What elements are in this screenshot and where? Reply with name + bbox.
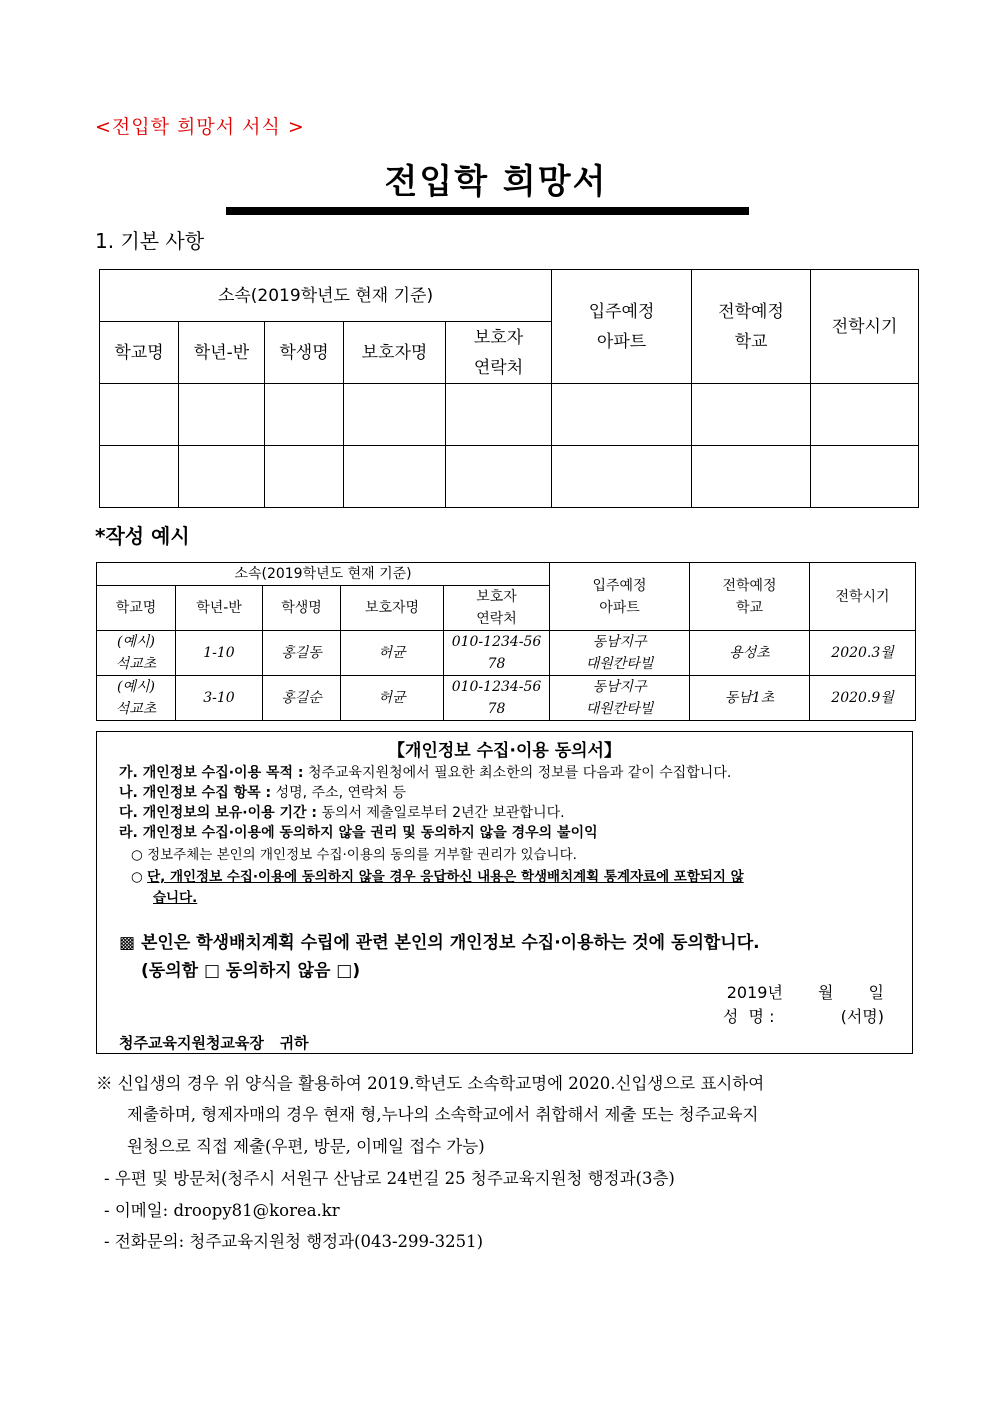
consent-rights-sub2-bullet: ○	[131, 869, 143, 885]
header-guardian-contact	[446, 322, 552, 384]
consent-item-fields-text: 성명, 주소, 연락처 등	[275, 785, 407, 801]
ex-cell-apartment	[550, 631, 690, 676]
consent-item-fields-label: 나. 개인정보 수집 항목 :	[119, 785, 272, 801]
header-guardian-contact-line1: 보호자	[473, 327, 524, 348]
ex-cell-contact	[444, 631, 550, 676]
ex-header-grade-class: 학년-반	[176, 586, 263, 631]
table-row	[97, 631, 916, 676]
ex-header-guardian-contact	[444, 586, 550, 631]
input-cell[interactable]	[100, 446, 179, 508]
consent-item-rights-label: 라. 개인정보 수집·이용에 동의하지 않을 권리 및 동의하지 않을 경우의 불이익	[119, 825, 598, 841]
ex-header-school: 학교명	[97, 586, 176, 631]
ex-header-transfer-time: 전학시기	[810, 563, 916, 631]
ex-cell-guardian: 허균	[341, 676, 444, 721]
header-apartment-line1: 입주예정	[588, 301, 655, 322]
ex-header-apartment-line1: 입주예정	[592, 577, 647, 594]
header-student: 학생명	[265, 322, 344, 384]
ex-cell-grade-class: 1-10	[176, 631, 263, 676]
ex-cell-apartment	[550, 676, 690, 721]
ex-cell-school-line1: (예시)	[117, 679, 155, 695]
ex-cell-student: 홍길동	[263, 631, 341, 676]
header-guardian: 보호자명	[344, 322, 446, 384]
consent-rights-sub2-cont: 습니다.	[153, 890, 198, 906]
consent-agreement-options[interactable]: (동의함 □ 동의하지 않음 □)	[141, 961, 361, 981]
header-affiliation: 소속(2019학년도 현재 기준)	[100, 270, 552, 322]
section-basic-heading: 1. 기본 사항	[95, 229, 205, 253]
table-row	[97, 676, 916, 721]
form-label: <전입학 희망서 서식 >	[95, 116, 305, 138]
ex-header-transfer-school	[690, 563, 810, 631]
header-apartment	[552, 270, 692, 384]
header-transfer-school-line1: 전학예정	[718, 301, 784, 322]
consent-recipient: 청주교육지원청교육장 귀하	[119, 1034, 309, 1052]
ex-cell-school-line2: 석교초	[115, 701, 157, 717]
ex-header-transfer-school-line2: 학교	[736, 599, 764, 616]
ex-cell-school	[97, 631, 176, 676]
header-transfer-time: 전학시기	[811, 270, 919, 384]
input-cell[interactable]	[692, 384, 811, 446]
input-cell[interactable]	[265, 384, 344, 446]
consent-title: 【개인정보 수집·이용 동의서】	[388, 741, 621, 761]
section-example-heading: *작성 예시	[95, 524, 190, 548]
consent-rights-sub2-text: 단, 개인정보 수집·이용에 동의하지 않을 경우 응답하신 내용은 학생배치계획 통계자료에 포함되지 않	[147, 869, 744, 885]
document-title: 전입학 희망서	[384, 162, 608, 202]
input-cell[interactable]	[100, 384, 179, 446]
input-cell[interactable]	[552, 446, 692, 508]
example-table	[96, 562, 916, 721]
note-line-2: 제출하며, 형제자매의 경우 현재 형,누나의 소속학교에서 취합해서 제출 또는 청주교육지	[127, 1105, 759, 1124]
header-grade-class: 학년-반	[179, 322, 265, 384]
ex-cell-school-line2: 석교초	[115, 656, 157, 672]
table-row	[100, 384, 919, 446]
ex-cell-apartment-line2: 대원칸타빌	[585, 656, 654, 672]
ex-cell-contact-line1: 010-1234-56	[451, 634, 542, 650]
ex-cell-contact	[444, 676, 550, 721]
header-apartment-line2: 아파트	[596, 331, 647, 352]
consent-item-period-text: 동의서 제출일로부터 2년간 보관합니다.	[321, 805, 565, 821]
consent-rights-sub1: ○ 정보주체는 본인의 개인정보 수집·이용의 동의를 거부할 권리가 있습니다.	[131, 847, 577, 863]
input-cell[interactable]	[692, 446, 811, 508]
ex-cell-contact-line2: 78	[487, 701, 506, 717]
note-line-1: ※ 신입생의 경우 위 양식을 활용하여 2019.학년도 소속학교명에 2020.신입생으로 표시하여	[96, 1074, 765, 1093]
note-line-3: 원청으로 직접 제출(우편, 방문, 이메일 접수 가능)	[127, 1137, 485, 1156]
table-row	[100, 446, 919, 508]
ex-header-transfer-school-line1: 전학예정	[722, 577, 777, 594]
note-line-6: - 전화문의: 청주교육지원청 행정과(043-299-3251)	[104, 1232, 484, 1251]
consent-date: 2019년 월 일	[726, 983, 884, 1002]
consent-item-rights	[119, 822, 598, 842]
ex-header-apartment-line2: 아파트	[599, 599, 640, 616]
ex-cell-student: 홍길순	[263, 676, 341, 721]
consent-box	[96, 731, 913, 1054]
ex-cell-contact-line2: 78	[487, 656, 506, 672]
input-cell[interactable]	[179, 446, 265, 508]
note-line-5: - 이메일: droopy81@korea.kr	[104, 1201, 340, 1220]
title-underline	[226, 207, 749, 215]
ex-cell-transfer-time: 2020.3월	[810, 631, 916, 676]
ex-header-guardian-contact-line2: 연락처	[476, 611, 517, 627]
consent-signature[interactable]: 성 명 : (서명)	[722, 1007, 884, 1026]
ex-cell-apartment-line2: 대원칸타빌	[585, 701, 654, 717]
ex-cell-contact-line1: 010-1234-56	[451, 679, 542, 695]
note-line-4: - 우편 및 방문처(청주시 서원구 산남로 24번길 25 청주교육지원청 행정과(3층)	[104, 1169, 675, 1188]
input-cell[interactable]	[344, 446, 446, 508]
ex-cell-transfer-time: 2020.9월	[810, 676, 916, 721]
ex-cell-guardian: 허균	[341, 631, 444, 676]
input-cell[interactable]	[179, 384, 265, 446]
ex-cell-transfer-school: 동남1초	[690, 676, 810, 721]
consent-agreement-statement: ▩ 본인은 학생배치계획 수립에 관련 본인의 개인정보 수집·이용하는 것에 동의합니다.	[119, 933, 760, 953]
consent-item-purpose-text: 청주교육지원청에서 필요한 최소한의 정보를 다음과 같이 수집합니다.	[307, 765, 732, 781]
ex-header-affiliation: 소속(2019학년도 현재 기준)	[97, 563, 550, 586]
consent-item-purpose	[119, 762, 731, 782]
ex-cell-apartment-line1: 동남지구	[592, 634, 647, 650]
input-cell[interactable]	[811, 446, 919, 508]
input-cell[interactable]	[552, 384, 692, 446]
ex-cell-transfer-school: 용성초	[690, 631, 810, 676]
header-transfer-school-line2: 학교	[734, 331, 768, 352]
input-cell[interactable]	[344, 384, 446, 446]
input-cell[interactable]	[265, 446, 344, 508]
ex-cell-school-line1: (예시)	[117, 634, 155, 650]
ex-header-guardian-contact-line1: 보호자	[476, 589, 517, 605]
input-cell[interactable]	[811, 384, 919, 446]
consent-rights-sub2	[131, 865, 744, 885]
input-cell[interactable]	[446, 384, 552, 446]
ex-header-guardian: 보호자명	[341, 586, 444, 631]
consent-item-fields	[119, 782, 406, 802]
ex-cell-apartment-line1: 동남지구	[592, 679, 647, 695]
input-cell[interactable]	[446, 446, 552, 508]
consent-item-period	[119, 802, 565, 822]
consent-item-period-label: 다. 개인정보의 보유·이용 기간 :	[119, 805, 318, 821]
ex-cell-school	[97, 676, 176, 721]
application-table	[99, 269, 919, 508]
ex-cell-grade-class: 3-10	[176, 676, 263, 721]
header-transfer-school	[692, 270, 811, 384]
ex-header-student: 학생명	[263, 586, 341, 631]
header-guardian-contact-line2: 연락처	[473, 357, 524, 378]
consent-item-purpose-label: 가. 개인정보 수집·이용 목적 :	[119, 765, 304, 781]
header-school: 학교명	[100, 322, 179, 384]
ex-header-apartment	[550, 563, 690, 631]
